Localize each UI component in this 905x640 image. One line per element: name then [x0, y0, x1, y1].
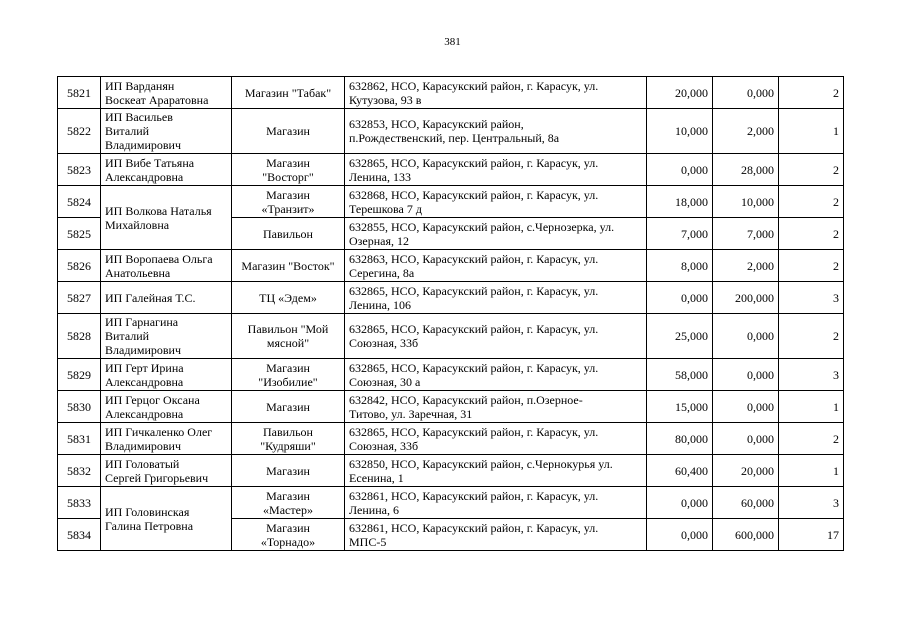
- object-type-line: Магазин: [266, 155, 310, 170]
- address-line: 632865, НСО, Карасукский район, г. Карасук, ул.: [349, 155, 599, 170]
- object-type-line: Магазин: [266, 124, 310, 138]
- value-2-cell: 60,000: [713, 487, 779, 519]
- entrepreneur-name-cell: [101, 487, 232, 551]
- value-1-cell: 20,000: [647, 77, 713, 109]
- object-type-line: Магазин "Восток": [241, 258, 335, 273]
- address-cell: [345, 519, 647, 551]
- entrepreneur-name-cell: [101, 109, 232, 154]
- value-1-cell: 8,000: [647, 250, 713, 282]
- entrepreneur-name-line: Виталий: [105, 124, 150, 138]
- address-line: 632865, НСО, Карасукский район, г. Карасук, ул.: [349, 360, 599, 375]
- object-type-line: Павильон "Мой: [247, 322, 329, 336]
- count-cell: 3: [779, 359, 844, 391]
- address-cell: [345, 218, 647, 250]
- entrepreneur-name-line: Александровна: [105, 406, 184, 421]
- entrepreneur-name-cell: [101, 423, 232, 455]
- address-line: Кутузова, 93 в: [349, 92, 422, 107]
- row-number-cell: 5821: [58, 77, 101, 109]
- entrepreneur-name-line: Воскеат Араратовна: [105, 92, 209, 107]
- value-1-cell: 18,000: [647, 186, 713, 218]
- address-line: Титово, ул. Заречная, 31: [349, 406, 473, 421]
- row-number-cell: 5825: [58, 218, 101, 250]
- value-2-cell: 600,000: [713, 519, 779, 551]
- table-row: [58, 77, 844, 109]
- object-type-line: «Мастер»: [263, 502, 313, 517]
- address-line: 632863, НСО, Карасукский район, г. Карасук, ул.: [349, 251, 599, 266]
- entrepreneur-name-line: Владимирович: [105, 438, 181, 453]
- entrepreneur-name-line: ИП Волкова Наталья: [105, 203, 212, 218]
- object-type-line: мясной": [266, 336, 310, 350]
- table-row: [58, 250, 844, 282]
- entrepreneur-name-line: ИП Воропаева Ольга: [105, 251, 213, 266]
- address-cell: [345, 455, 647, 487]
- address-line: Ленина, 106: [349, 297, 411, 312]
- address-cell: [345, 186, 647, 218]
- value-1-cell: 7,000: [647, 218, 713, 250]
- row-number-cell: 5829: [58, 359, 101, 391]
- address-line: 632853, НСО, Карасукский район,: [349, 117, 524, 131]
- entrepreneur-name-cell: [101, 154, 232, 186]
- object-type-line: Магазин: [266, 520, 310, 535]
- entrepreneur-name-line: ИП Вибе Татьяна: [105, 155, 195, 170]
- entrepreneur-name-line: ИП Гичкаленко Олег: [105, 424, 213, 439]
- address-line: 632861, НСО, Карасукский район, г. Карасук, ул.: [349, 488, 599, 503]
- address-cell: [345, 250, 647, 282]
- value-1-cell: 0,000: [647, 519, 713, 551]
- address-line: МПС-5: [349, 534, 387, 549]
- entrepreneur-name-cell: [101, 391, 232, 423]
- entrepreneur-name-line: Виталий: [105, 329, 150, 343]
- address-cell: [345, 314, 647, 359]
- address-line: 632865, НСО, Карасукский район, г. Карасук, ул.: [349, 424, 599, 439]
- object-type-line: Магазин: [266, 360, 310, 375]
- object-type-cell: [232, 186, 345, 218]
- count-cell: 2: [779, 77, 844, 109]
- entrepreneur-name-line: ИП Васильев: [105, 110, 173, 124]
- count-cell: 1: [779, 391, 844, 423]
- object-type-cell: [232, 314, 345, 359]
- object-type-line: "Изобилие": [258, 374, 318, 389]
- table-row: [58, 391, 844, 423]
- value-2-cell: 200,000: [713, 282, 779, 314]
- address-line: 632855, НСО, Карасукский район, с.Чернозерка, ул.: [349, 219, 615, 234]
- address-cell: [345, 77, 647, 109]
- entrepreneur-name-line: ИП Герт Ирина: [105, 360, 184, 375]
- object-type-line: Магазин: [266, 463, 310, 478]
- value-2-cell: 10,000: [713, 186, 779, 218]
- row-number-cell: 5822: [58, 109, 101, 154]
- object-type-line: Магазин: [266, 399, 310, 414]
- value-1-cell: 0,000: [647, 282, 713, 314]
- address-line: Союзная, 33б: [349, 336, 419, 350]
- object-type-line: Магазин: [266, 488, 310, 503]
- address-cell: [345, 391, 647, 423]
- entrepreneur-name-cell: [101, 186, 232, 250]
- object-type-line: Павильон: [263, 424, 313, 439]
- row-number-cell: 5823: [58, 154, 101, 186]
- count-cell: 3: [779, 282, 844, 314]
- address-line: Серегина, 8а: [349, 265, 415, 280]
- address-line: Ленина, 133: [349, 169, 411, 184]
- address-line: Союзная, 33б: [349, 438, 419, 453]
- value-1-cell: 58,000: [647, 359, 713, 391]
- address-line: 632865, НСО, Карасукский район, г. Карасук, ул.: [349, 283, 599, 298]
- address-line: 632861, НСО, Карасукский район, г. Карасук, ул.: [349, 520, 599, 535]
- value-1-cell: 0,000: [647, 154, 713, 186]
- address-line: 632862, НСО, Карасукский район, г. Карасук, ул.: [349, 78, 599, 93]
- object-type-cell: [232, 455, 345, 487]
- value-2-cell: 0,000: [713, 314, 779, 359]
- object-type-cell: [232, 487, 345, 519]
- address-line: Терешкова 7 д: [349, 201, 422, 216]
- value-2-cell: 2,000: [713, 109, 779, 154]
- entrepreneur-name-cell: [101, 314, 232, 359]
- count-cell: 2: [779, 250, 844, 282]
- table-row: [58, 455, 844, 487]
- object-type-line: Павильон: [263, 226, 313, 241]
- table-row: [58, 314, 844, 359]
- entrepreneur-name-line: Михайловна: [105, 217, 170, 232]
- entrepreneur-name-line: ИП Герцог Оксана: [105, 392, 200, 407]
- row-number-cell: 5832: [58, 455, 101, 487]
- value-2-cell: 0,000: [713, 359, 779, 391]
- address-line: Озерная, 12: [349, 233, 409, 248]
- value-1-cell: 80,000: [647, 423, 713, 455]
- entrepreneur-name-cell: [101, 455, 232, 487]
- count-cell: 2: [779, 423, 844, 455]
- object-type-line: "Восторг": [262, 169, 314, 184]
- table-row: [58, 186, 844, 218]
- table-row: [58, 282, 844, 314]
- row-number-cell: 5831: [58, 423, 101, 455]
- count-cell: 2: [779, 186, 844, 218]
- entrepreneur-name-line: Сергей Григорьевич: [105, 470, 209, 485]
- count-cell: 2: [779, 218, 844, 250]
- row-number-cell: 5833: [58, 487, 101, 519]
- value-1-cell: 60,400: [647, 455, 713, 487]
- row-number-cell: 5828: [58, 314, 101, 359]
- count-cell: 3: [779, 487, 844, 519]
- object-type-line: Магазин "Табак": [244, 85, 332, 100]
- row-number-cell: 5824: [58, 186, 101, 218]
- table-row: [58, 359, 844, 391]
- entrepreneur-name-line: ИП Галейная Т.С.: [105, 290, 196, 305]
- entrepreneur-name-line: ИП Головатый: [105, 456, 180, 471]
- address-line: 632868, НСО, Карасукский район, г. Карасук, ул.: [349, 187, 599, 202]
- entrepreneur-name-line: Александровна: [105, 169, 184, 184]
- object-type-line: «Транзит»: [261, 201, 315, 216]
- row-number-cell: 5834: [58, 519, 101, 551]
- entrepreneur-name-line: Александровна: [105, 374, 184, 389]
- value-1-cell: 15,000: [647, 391, 713, 423]
- object-type-line: "Кудряши": [260, 438, 316, 453]
- entrepreneur-name-line: Галина Петровна: [105, 518, 194, 533]
- object-type-cell: [232, 519, 345, 551]
- address-line: 632865, НСО, Карасукский район, г. Карасук, ул.: [349, 322, 599, 336]
- address-cell: [345, 487, 647, 519]
- address-line: Есенина, 1: [349, 470, 404, 485]
- address-cell: [345, 282, 647, 314]
- object-type-cell: [232, 359, 345, 391]
- object-type-line: «Торнадо»: [260, 534, 316, 549]
- entrepreneur-name-cell: [101, 250, 232, 282]
- address-cell: [345, 154, 647, 186]
- count-cell: 1: [779, 455, 844, 487]
- value-2-cell: 2,000: [713, 250, 779, 282]
- table-row: [58, 487, 844, 519]
- object-type-line: ТЦ «Эдем»: [259, 290, 317, 305]
- entrepreneur-name-cell: [101, 359, 232, 391]
- value-1-cell: 10,000: [647, 109, 713, 154]
- value-1-cell: 25,000: [647, 314, 713, 359]
- address-cell: [345, 359, 647, 391]
- object-type-cell: [232, 423, 345, 455]
- address-line: Ленина, 6: [349, 502, 399, 517]
- count-cell: 1: [779, 109, 844, 154]
- entrepreneur-name-line: ИП Гарнагина: [105, 315, 179, 329]
- table-row: [58, 109, 844, 154]
- address-cell: [345, 423, 647, 455]
- value-2-cell: 7,000: [713, 218, 779, 250]
- object-type-cell: [232, 109, 345, 154]
- table-row: [58, 423, 844, 455]
- value-2-cell: 0,000: [713, 423, 779, 455]
- object-type-line: Магазин: [266, 187, 310, 202]
- count-cell: 2: [779, 314, 844, 359]
- object-type-cell: [232, 154, 345, 186]
- entrepreneur-name-cell: [101, 77, 232, 109]
- address-cell: [345, 109, 647, 154]
- row-number-cell: 5827: [58, 282, 101, 314]
- entrepreneur-name-line: Владимирович: [105, 343, 181, 357]
- value-2-cell: 0,000: [713, 391, 779, 423]
- value-2-cell: 0,000: [713, 77, 779, 109]
- address-line: Союзная, 30 а: [349, 374, 421, 389]
- address-line: 632842, НСО, Карасукский район, п.Озерное-: [349, 392, 583, 407]
- address-line: 632850, НСО, Карасукский район, с.Чернокурья ул.: [349, 456, 613, 471]
- object-type-cell: [232, 77, 345, 109]
- entrepreneur-name-line: Анатольевна: [105, 265, 171, 280]
- value-2-cell: 20,000: [713, 455, 779, 487]
- value-2-cell: 28,000: [713, 154, 779, 186]
- table-row: [58, 154, 844, 186]
- registry-table: [57, 76, 844, 551]
- entrepreneur-name-line: ИП Варданян: [105, 78, 175, 93]
- count-cell: 17: [779, 519, 844, 551]
- object-type-cell: [232, 250, 345, 282]
- object-type-cell: [232, 282, 345, 314]
- page-number: 381: [444, 36, 461, 48]
- address-line: п.Рождественский, пер. Центральный, 8а: [349, 131, 560, 145]
- object-type-cell: [232, 391, 345, 423]
- entrepreneur-name-cell: [101, 282, 232, 314]
- entrepreneur-name-line: ИП Головинская: [105, 504, 190, 519]
- object-type-cell: [232, 218, 345, 250]
- value-1-cell: 0,000: [647, 487, 713, 519]
- entrepreneur-name-line: Владимирович: [105, 138, 181, 152]
- count-cell: 2: [779, 154, 844, 186]
- row-number-cell: 5830: [58, 391, 101, 423]
- row-number-cell: 5826: [58, 250, 101, 282]
